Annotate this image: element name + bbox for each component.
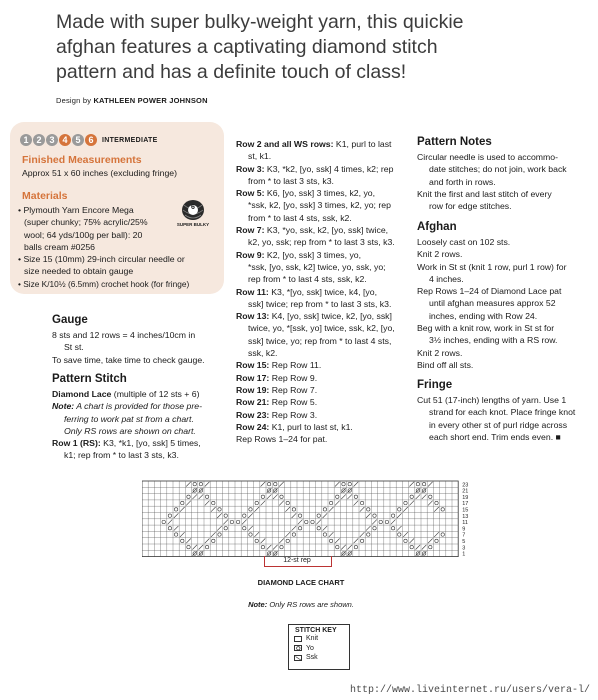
line-text: Knit 2 rows.	[417, 249, 463, 260]
finished-measurements-heading: Finished Measurements	[22, 154, 142, 166]
pattern-notes-heading: Pattern Notes	[417, 136, 492, 148]
row-number: 11	[462, 520, 468, 527]
skill-level-icon: 5	[72, 134, 84, 146]
line-text: K2, [yo, ssk] 3 times, yo,	[264, 249, 362, 260]
pattern-stitch-heading: Pattern Stitch	[52, 373, 127, 385]
fringe-text	[417, 394, 575, 443]
line-text: in every other st of purl ridge across	[429, 419, 568, 430]
line-text: Loosely cast on 102 sts.	[417, 237, 511, 247]
row-number: 17	[462, 501, 469, 508]
line-text: K1, purl to last st, k1.	[269, 421, 353, 432]
text-line	[52, 425, 202, 437]
line-text: ssk, k2.	[248, 348, 278, 359]
text-line	[236, 372, 395, 384]
chart-note-text: Only RS rows are shown.	[267, 600, 354, 609]
chart-note	[142, 600, 460, 609]
yarn-weight-label: SUPER BULKY	[176, 222, 210, 227]
line-text: K6, [yo, ssk] 3 times, k2, yo,	[264, 188, 376, 199]
line-label: Row 7:	[236, 225, 265, 236]
skill-level	[20, 133, 158, 147]
line-text: from * to last 3 sts, k3.	[248, 175, 334, 186]
line-label: Row 17:	[236, 372, 270, 383]
watermark-url: http://www.liveinternet.ru/users/vera-l/	[349, 685, 590, 696]
text-line	[236, 199, 395, 211]
afghan-text	[417, 236, 567, 371]
row-number: 15	[462, 507, 469, 514]
line-label: Row 1 (RS):	[52, 438, 101, 449]
line-text: Rep Row 11.	[269, 360, 322, 371]
text-line	[417, 359, 567, 371]
gauge-line: To save time, take time to check gauge.	[52, 354, 205, 365]
line-text: ssk] twice; rep from * to last 3 sts, k3.	[248, 298, 392, 309]
ssk-symbol-icon	[294, 655, 302, 661]
text-line	[236, 261, 395, 273]
line-text: ferring to work pat st from a chart.	[64, 413, 194, 424]
text-line	[236, 236, 395, 248]
line-text: date stitches; do not join, work back	[429, 164, 567, 175]
text-line	[52, 449, 202, 461]
line-label: Row 24:	[236, 421, 270, 432]
text-line	[236, 138, 395, 150]
text-line	[236, 322, 395, 334]
text-line	[417, 151, 567, 163]
materials-line: • Plymouth Yarn Encore Mega	[18, 205, 134, 215]
stitch-key-title: STITCH KEY	[295, 627, 337, 634]
text-line	[417, 273, 567, 285]
line-text: Rep Row 9.	[269, 372, 318, 383]
line-text: until afghan measures approx 52	[429, 298, 556, 309]
line-text: Rep Rows 1–24 for pat.	[236, 434, 328, 445]
line-text: Rep Row 7.	[269, 384, 318, 395]
text-line	[417, 200, 567, 212]
row-number: 3	[462, 545, 466, 552]
row-number: 1	[462, 551, 466, 558]
line-text: Beg with a knit row, work in St st for	[417, 323, 555, 334]
line-text: Rep Rows 1–24 of Diamond Lace pat	[417, 286, 562, 297]
text-line	[236, 409, 395, 421]
line-text: Rep Row 5.	[269, 397, 318, 408]
line-text: (multiple of 12 sts + 6)	[111, 389, 200, 399]
line-text: ssk] twice, yo; rep from * to last 4 sts,	[248, 335, 392, 346]
intro-line: pattern and has a definite touch of class!	[56, 61, 407, 83]
materials-heading: Materials	[22, 190, 68, 202]
stitch-key-row	[294, 653, 349, 663]
line-text: Bind off all sts.	[417, 359, 474, 370]
intro-text	[56, 10, 556, 85]
text-line	[52, 388, 202, 400]
line-text: Work in St st (knit 1 row, purl 1 row) for	[417, 261, 567, 272]
text-line	[236, 359, 395, 371]
line-text: 4 inches.	[429, 273, 464, 284]
designer-credit	[56, 96, 208, 105]
stitch-key-label: Ssk	[306, 654, 318, 662]
text-line	[417, 431, 575, 443]
afghan-heading: Afghan	[417, 221, 457, 233]
text-line	[236, 286, 395, 298]
yarn-weight-number: 6	[191, 204, 195, 211]
materials-line: (super chunky; 75% acrylic/25%	[24, 217, 148, 228]
text-line	[417, 163, 567, 175]
text-line	[236, 212, 395, 224]
materials-line: size needed to obtain gauge	[24, 266, 134, 277]
text-line	[417, 419, 575, 431]
text-line	[236, 396, 395, 408]
pattern-notes-text	[417, 151, 567, 212]
line-text: Cut 51 (17-inch) lengths of yarn. Use 1	[417, 395, 567, 405]
text-line	[236, 335, 395, 347]
row-number: 9	[462, 526, 466, 533]
line-label: Row 2 and all WS rows:	[236, 139, 334, 149]
line-text: k1; rep from * to last 3 sts, k3.	[64, 450, 179, 461]
line-label: Row 9:	[236, 249, 265, 260]
text-line	[236, 224, 395, 236]
designer-name: KATHLEEN POWER JOHNSON	[93, 96, 208, 105]
chart-title: DIAMOND LACE CHART	[257, 578, 345, 587]
line-text: rep from * to last 4 sts, ssk, k2.	[248, 274, 367, 285]
line-text: *ssk, k2, [yo, ssk] 3 times, k2, yo; rep	[248, 200, 391, 211]
rep-label: 12-st rep	[283, 557, 311, 564]
materials-line: wool; 64 yds/100g per ball): 20	[24, 229, 143, 240]
line-label: Row 15:	[236, 360, 270, 371]
text-line	[236, 298, 395, 310]
chart-note-label: Note:	[248, 600, 268, 609]
text-line	[236, 163, 395, 175]
text-line	[417, 297, 567, 309]
text-line	[417, 176, 567, 188]
stitch-key-row	[294, 644, 349, 654]
knit-symbol-icon	[294, 636, 302, 642]
skill-level-label: INTERMEDIATE	[102, 136, 158, 144]
line-text: Circular needle is used to accommo-	[417, 152, 558, 162]
materials-line: • Size K/10½ (6.5mm) crochet hook (for fringe)	[18, 278, 190, 289]
gauge-text	[52, 329, 205, 366]
skill-level-icon: 1	[20, 134, 32, 146]
line-text: st, k1.	[248, 151, 272, 162]
designer-prefix: Design by	[56, 96, 94, 105]
line-text: inches, ending with Row 24.	[429, 310, 538, 321]
line-text: twice, yo, *[ssk, yo] twice, ssk, k2, [yo,	[248, 323, 395, 334]
text-line	[236, 150, 395, 162]
row-number: 7	[462, 532, 466, 539]
line-text: K3, *k2, [yo, ssk] 4 times, k2; rep	[264, 163, 394, 174]
row-number: 19	[462, 494, 469, 501]
text-line	[417, 347, 567, 359]
line-text: Only RS rows are shown on chart.	[64, 425, 196, 436]
line-text: and forth in rows.	[429, 176, 496, 187]
skill-level-icon: 3	[46, 134, 58, 146]
intro-line: Made with super bulky-weight yarn, this quickie	[56, 11, 464, 33]
text-line	[52, 400, 202, 412]
stitch-key	[288, 624, 350, 670]
text-line	[417, 285, 567, 297]
stitch-key-label: Knit	[306, 635, 319, 643]
line-label: Row 3:	[236, 163, 265, 174]
text-line	[236, 421, 395, 433]
text-line	[236, 175, 395, 187]
text-line	[417, 248, 567, 260]
line-text: 3½ inches, ending with a RS row.	[429, 335, 558, 346]
text-line	[417, 236, 567, 248]
line-text: row for edge stitches.	[429, 201, 512, 212]
line-label: Row 11:	[236, 286, 269, 297]
materials-line: balls cream #0256	[24, 241, 95, 252]
row-number: 21	[462, 488, 469, 495]
skill-level-icon: 6	[85, 134, 97, 146]
text-line	[236, 433, 395, 445]
line-text: Knit the first and last stitch of every	[417, 188, 552, 199]
line-text: K3, *[yo, ssk] twice, k4, [yo,	[268, 286, 377, 297]
finished-measurements-text: Approx 51 x 60 inches (excluding fringe)	[22, 168, 178, 178]
row-number: 23	[462, 482, 469, 489]
text-line	[236, 310, 395, 322]
skill-level-icon: 2	[33, 134, 45, 146]
text-line	[236, 187, 395, 199]
line-text: A chart is provided for those pre-	[74, 401, 202, 412]
line-label: Note:	[52, 401, 75, 412]
skill-level-icon: 4	[59, 134, 71, 146]
line-label: Row 5:	[236, 188, 265, 199]
line-text: K1, purl to last	[333, 139, 392, 149]
line-text: Rep Row 3.	[269, 409, 318, 420]
line-text: each short end. Trim ends even. ■	[429, 431, 561, 442]
fringe-heading: Fringe	[417, 379, 453, 391]
line-text: from * to last 4 sts, ssk, k2.	[248, 212, 352, 223]
row-instructions	[236, 138, 395, 445]
line-label: Row 21:	[236, 397, 270, 408]
text-line	[417, 406, 575, 418]
line-text: *ssk, [yo, ssk, k2] twice, yo, ssk, yo;	[248, 261, 386, 272]
line-label: Row 19:	[236, 384, 270, 395]
gauge-line: 8 sts and 12 rows = 4 inches/10cm in	[52, 330, 196, 340]
text-line	[417, 261, 567, 273]
text-line	[417, 188, 567, 200]
gauge-heading: Gauge	[52, 314, 88, 326]
text-line	[52, 413, 202, 425]
text-line	[236, 384, 395, 396]
stitch-key-label: Yo	[306, 644, 314, 652]
intro-line: afghan features a captivating diamond stitch	[56, 36, 438, 58]
text-line	[236, 249, 395, 261]
stitch-key-row	[294, 634, 349, 644]
yo-symbol-icon	[294, 645, 302, 651]
text-line	[417, 394, 575, 406]
yarn-weight-icon	[178, 199, 208, 233]
line-label: Row 23:	[236, 409, 270, 420]
line-label: Diamond Lace	[52, 389, 112, 399]
text-line	[236, 347, 395, 359]
materials-line: • Size 15 (10mm) 29-inch circular needle or	[18, 254, 185, 265]
line-text: K3, *yo, ssk, k2, [yo, ssk] twice,	[264, 225, 389, 236]
row-number: 5	[462, 539, 466, 545]
text-line	[52, 437, 202, 449]
text-line	[417, 322, 567, 334]
line-text: k2, yo, ssk; rep from * to last 3 sts, k3.	[248, 237, 395, 248]
row-number: 13	[462, 513, 469, 520]
pattern-stitch-text	[52, 388, 202, 462]
line-text: K3, *k1, [yo, ssk] 5 times,	[100, 438, 201, 449]
text-line	[236, 273, 395, 285]
line-label: Row 13:	[236, 311, 270, 322]
line-text: strand for each knot. Place fringe knot	[429, 407, 576, 418]
text-line	[417, 310, 567, 322]
gauge-line: St st.	[64, 342, 84, 353]
line-text: K4, [yo, ssk] twice, k2, [yo, ssk]	[269, 311, 392, 322]
line-text: Knit 2 rows.	[417, 347, 463, 358]
text-line	[417, 334, 567, 346]
